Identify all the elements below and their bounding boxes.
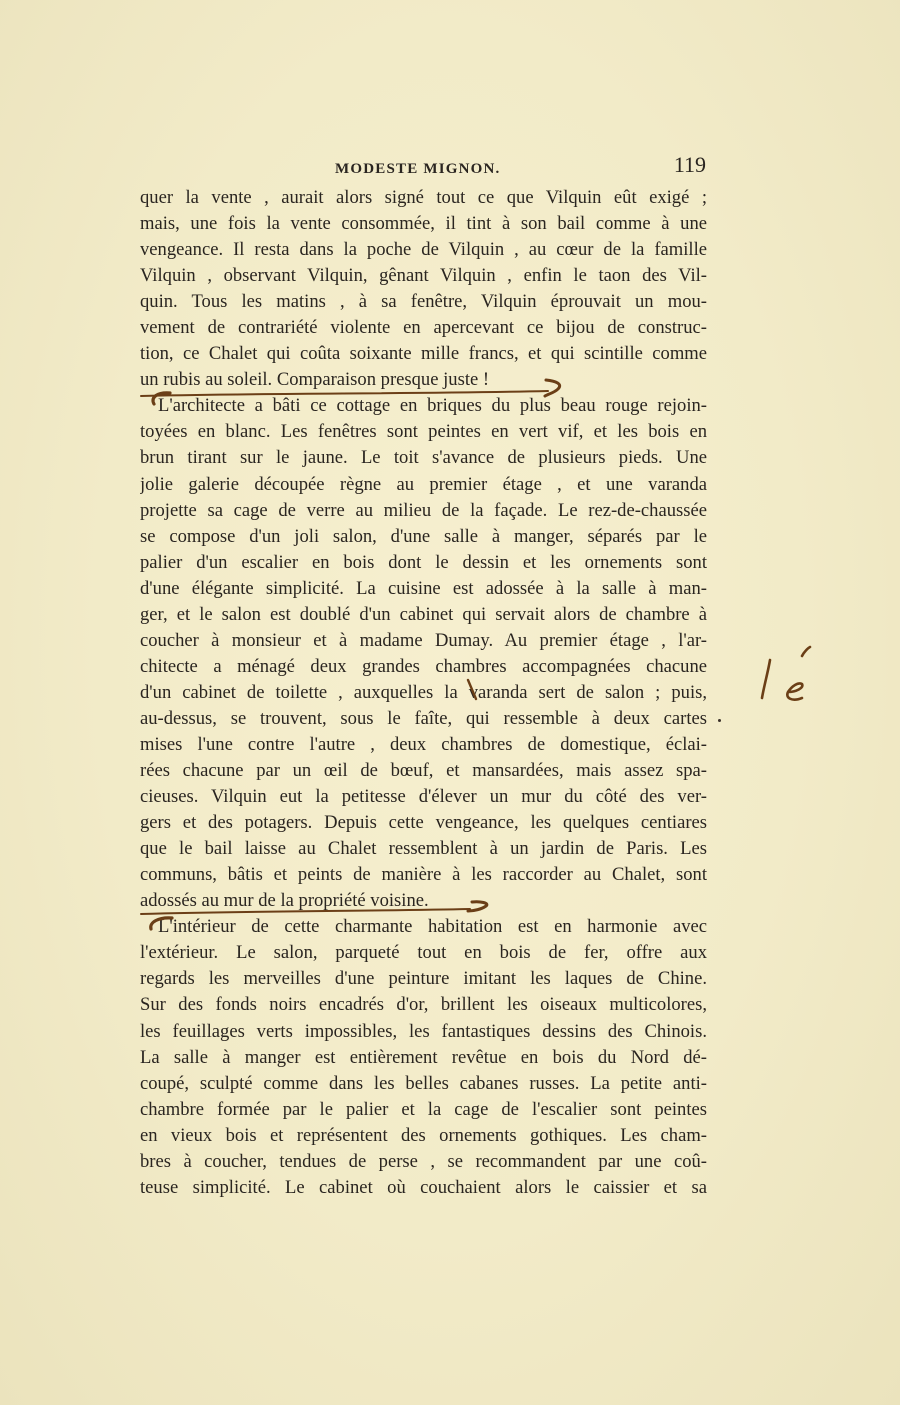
- text-line: l'extérieur. Le salon, parqueté tout en bois de fer, offre aux: [140, 942, 707, 964]
- text-line: les feuillages verts impossibles, les fantastiques dessins des Chinois.: [140, 1020, 707, 1042]
- text-line: en vieux bois et représentent des ornements gothiques. Les cham-: [140, 1124, 707, 1146]
- text-line: palier d'un escalier en bois dont le dessin et les ornements sont: [140, 551, 707, 573]
- text-line: que le bail laisse au Chalet ressemblent à un jardin de Paris. Les: [140, 838, 707, 860]
- margin-stroke: [787, 683, 802, 699]
- margin-stroke: [802, 647, 810, 656]
- text-line: chitecte a ménagé deux grandes chambres accompagnées chacune: [140, 655, 707, 677]
- page-number: 119: [673, 152, 706, 177]
- text-line: Sur des fonds noirs encadrés d'or, brillent les oiseaux multicolores,: [140, 994, 707, 1016]
- text-line: rées chacune par un œil de bœuf, et mansardées, mais assez spa-: [140, 760, 707, 782]
- text-line: Vilquin , observant Vilquin, gênant Vilquin , enfin le taon des Vil-: [140, 265, 707, 287]
- text-line: teuse simplicité. Le cabinet où couchaient alors le caissier et sa: [140, 1176, 707, 1198]
- ink-speck: [718, 719, 721, 722]
- text-line: ger, et le salon est doublé d'un cabinet qui servait alors de chambre à: [140, 603, 707, 625]
- text-line: d'un cabinet de toilette , auxquelles la varanda sert de salon ; puis,: [140, 681, 707, 703]
- text-line: chambre formée par le palier et la cage de l'escalier sont peintes: [140, 1098, 707, 1120]
- text-line: mais, une fois la vente consommée, il tint à son bail comme à une: [140, 213, 707, 235]
- text-line: coupé, sculpté comme dans les belles cabanes russes. La petite anti-: [140, 1072, 707, 1094]
- text-line: projette sa cage de verre au milieu de la façade. Le rez-de-chaussée: [140, 499, 707, 521]
- text-line: tion, ce Chalet qui coûta soixante mille francs, et qui scintille comme: [140, 343, 707, 365]
- text-line: L'architecte a bâti ce cottage en briques du plus beau rouge rejoin-: [158, 395, 707, 417]
- text-line: L'intérieur de cette charmante habitation est en harmonie avec: [158, 916, 707, 938]
- margin-stroke: [762, 660, 770, 698]
- text-line: vengeance. Il resta dans la poche de Vilquin , au cœur de la famille: [140, 239, 707, 261]
- text-line: vement de contrariété violente en apercevant ce bijou de construc-: [140, 317, 707, 339]
- text-line: quer la vente , aurait alors signé tout ce que Vilquin eût exigé ;: [140, 187, 707, 208]
- text-line: La salle à manger est entièrement revêtue en bois du Nord dé-: [140, 1046, 707, 1068]
- text-line: se compose d'un joli salon, d'une salle à manger, séparés par le: [140, 525, 707, 547]
- text-line: communs, bâtis et peints de manière à les raccorder au Chalet, sont: [140, 864, 707, 886]
- text-line: regards les merveilles d'une peinture imitant les laques de Chine.: [140, 968, 707, 990]
- text-line: un rubis au soleil. Comparaison presque juste !: [140, 369, 490, 391]
- text-line: adossés au mur de la propriété voisine.: [140, 890, 429, 912]
- text-line: coucher à monsieur et à madame Dumay. Au premier étage , l'ar-: [140, 629, 707, 651]
- text-line: mises l'une contre l'autre , deux chambres de domestique, éclai-: [140, 733, 707, 755]
- text-line: gers et des potagers. Depuis cette vengeance, les quelques centiares: [140, 812, 707, 834]
- text-line: cieuses. Vilquin eut la petitesse d'élever un mur du côté des ver-: [140, 786, 707, 808]
- margin-correction-note: [758, 640, 828, 710]
- text-line: bres à coucher, tendues de perse , se recommandent par une coû-: [140, 1150, 707, 1172]
- text-line: quin. Tous les matins , à sa fenêtre, Vilquin éprouvait un mou-: [140, 291, 707, 313]
- page-header: [140, 152, 710, 182]
- body-text: [140, 185, 707, 1201]
- text-line: toyées en blanc. Les fenêtres sont peintes en vert vif, et les bois en: [140, 421, 707, 443]
- text-line: au-dessus, se trouvent, sous le faîte, qui ressemble à deux cartes: [140, 707, 707, 729]
- text-line: jolie galerie découpée règne au premier étage , et une varanda: [140, 473, 707, 495]
- text-line: brun tirant sur le jaune. Le toit s'avance de plusieurs pieds. Une: [140, 447, 707, 469]
- running-title: MODESTE MIGNON.: [335, 161, 501, 177]
- text-line: d'une élégante simplicité. La cuisine est adossée à la salle à man-: [140, 577, 707, 599]
